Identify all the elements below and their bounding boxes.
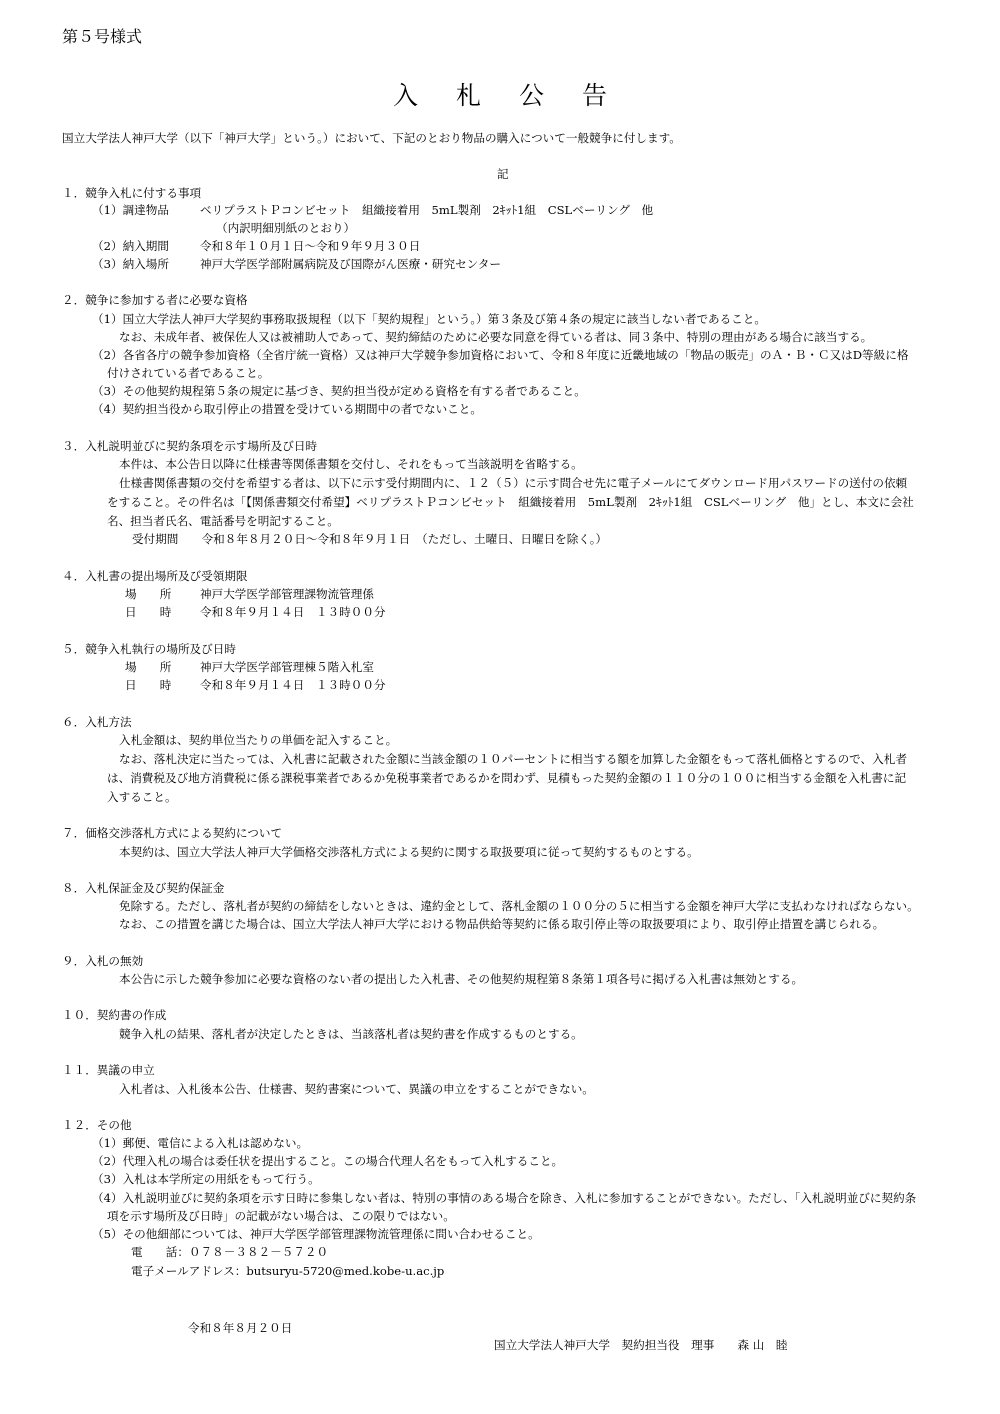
form-number: 第５号様式 <box>62 27 143 46</box>
s1-item3-value: 神戸大学医学部附属病院及び国際がん医療・研究センター <box>200 257 501 271</box>
s6-p2c: 入すること。 <box>107 790 177 804</box>
s10-p1: 競争入札の結果、落札者が決定したときは、当該落札者は契約書を作成するものとする。 <box>119 1027 583 1041</box>
section-11-heading: １１．異議の申立 <box>62 1063 155 1077</box>
s2-p2a: （2）各省各庁の競争参加資格（全省庁統一資格）又は神戸大学競争参加資格において、令和８年度に近畿地域の「物品の販売」のＡ・Ｂ・Ｃ又はD等級に格 <box>92 348 909 362</box>
section-12-heading: １２．その他 <box>62 1118 132 1132</box>
contact-phone: 電 話：０７８－３８２－５７２０ <box>131 1245 329 1259</box>
s1-item2-label: （2）納入期間 <box>92 239 169 253</box>
s12-p3: （3）入札は本学所定の用紙をもって行う。 <box>92 1172 320 1186</box>
s3-p2b: をすること。その件名は「【関係書類交付希望】ベリプラストＰコンビセット 組織接着用 5mL製剤 2ｷｯﾄ1組 CSLベーリング 他」とし、本文に会社 <box>107 495 914 509</box>
section-10-heading: １０．契約書の作成 <box>62 1008 167 1022</box>
ki-marker: 記 <box>497 167 509 181</box>
s2-p2b: 付けされている者であること。 <box>107 366 270 380</box>
s8-p2: なお、この措置を講じた場合は、国立大学法人神戸大学における物品供給等契約に係る取引停止等の取扱要項により、取引停止措置を講じられる。 <box>119 917 885 931</box>
s5-date-label: 日 時 <box>125 678 172 692</box>
intro-text: 国立大学法人神戸大学（以下「神戸大学」という。）において、下記のとおり物品の購入について一般競争に付します。 <box>62 131 681 145</box>
s4-place-value: 神戸大学医学部管理課物流管理係 <box>200 587 374 601</box>
s6-p2b: は、消費税及び地方消費税に係る課税事業者であるか免税事業者であるかを問わず、見積もった契約金額の１１０分の１００に相当する金額を入札書に記 <box>107 771 907 785</box>
s7-p1: 本契約は、国立大学法人神戸大学価格交渉落札方式による契約に関する取扱要項に従って契約するものとする。 <box>119 845 699 859</box>
s4-date-value: 令和８年９月１４日 １３時００分 <box>200 605 386 619</box>
section-2-heading: ２．競争に参加する者に必要な資格 <box>62 293 248 307</box>
s4-date-label: 日 時 <box>125 605 172 619</box>
s9-p1: 本公告に示した競争参加に必要な資格のない者の提出した入札書、その他契約規程第８条第１項各号に掲げる入札書は無効とする。 <box>119 972 804 986</box>
s12-p2: （2）代理入札の場合は委任状を提出すること。この場合代理人名をもって入札すること。 <box>92 1154 564 1168</box>
s3-p3: 受付期間 令和８年８月２０日～令和８年９月１日 （ただし、土曜日、日曜日を除く。） <box>132 532 608 546</box>
s8-p1: 免除する。ただし、落札者が契約の締結をしないときは、違約金として、落札金額の１００分の５に相当する金額を神戸大学に支払わなければならない。 <box>119 899 919 913</box>
section-5-heading: ５．競争入札執行の場所及び日時 <box>62 642 236 656</box>
s1-item1-label: （1）調達物品 <box>92 203 169 217</box>
section-7-heading: ７．価格交渉落札方式による契約について <box>62 826 283 840</box>
s11-p1: 入札者は、入札後本公告、仕様書、契約書案について、異議の申立をすることができない。 <box>119 1082 594 1096</box>
section-8-heading: ８．入札保証金及び契約保証金 <box>62 881 225 895</box>
s6-p1: 入札金額は、契約単位当たりの単価を記入すること。 <box>119 733 398 747</box>
s1-item1-value: ベリプラストＰコンビセット 組織接着用 5mL製剤 2ｷｯﾄ1組 CSLベーリング 他 <box>200 203 654 217</box>
s1-item1-note: （内訳明細別紙のとおり） <box>216 221 356 235</box>
s12-p4a: （4）入札説明並びに契約条項を示す日時に参集しない者は、特別の事情のある場合を除き、入札に参加することができない。ただし、「入札説明並びに契約条 <box>92 1191 917 1205</box>
s1-item3-label: （3）納入場所 <box>92 257 169 271</box>
signature-line: 国立大学法人神戸大学 契約担当役 理事 森 山 睦 <box>494 1338 788 1352</box>
s3-p2c: 名、担当者氏名、電話番号を明記すること。 <box>107 514 339 528</box>
s2-p4: （4）契約担当役から取引停止の措置を受けている期間中の者でないこと。 <box>92 402 482 416</box>
section-6-heading: ６．入札方法 <box>62 715 132 729</box>
s4-place-label: 場 所 <box>125 587 172 601</box>
s2-p1: （1）国立大学法人神戸大学契約事務取扱規程（以下「契約規程」という。）第３条及び第４条の規定に該当しない者であること。 <box>92 312 767 326</box>
section-9-heading: ９．入札の無効 <box>62 954 144 968</box>
section-1-heading: １．競争入札に付する事項 <box>62 186 202 200</box>
s2-p1b: なお、未成年者、被保佐人又は被補助人であって、契約締結のために必要な同意を得ている者は、同３条中、特別の理由がある場合に該当する。 <box>119 330 873 344</box>
s5-date-value: 令和８年９月１４日 １３時００分 <box>200 678 386 692</box>
s3-p1: 本件は、本公告日以降に仕様書等関係書類を交付し、それをもって当該説明を省略する。 <box>119 457 583 471</box>
s5-place-label: 場 所 <box>125 660 172 674</box>
notice-date: 令和８年８月２０日 <box>188 1321 293 1335</box>
page-title: 入札公告 <box>392 81 645 110</box>
section-4-heading: ４．入札書の提出場所及び受領期限 <box>62 569 248 583</box>
s12-p1: （1）郵便、電信による入札は認めない。 <box>92 1136 309 1150</box>
s12-p5: （5）その他細部については、神戸大学医学部管理課物流管理係に問い合わせること。 <box>92 1227 540 1241</box>
contact-email: 電子メールアドレス：butsuryu-5720@med.kobe-u.ac.jp <box>131 1264 445 1278</box>
s1-item2-value: 令和８年１０月１日～令和９年９月３０日 <box>200 239 421 253</box>
s6-p2a: なお、落札決定に当たっては、入札書に記載された金額に当該金額の１０パーセントに相当する額を加算した金額をもって落札価格とするので、入札者 <box>119 752 907 766</box>
s12-p4b: 項を示す場所及び日時」の記載がない場合は、この限りではない。 <box>107 1209 455 1223</box>
s5-place-value: 神戸大学医学部管理棟５階入札室 <box>200 660 374 674</box>
s3-p2a: 仕様書関係書類の交付を希望する者は、以下に示す受付期間内に、１２（５）に示す問合せ先に電子メールにてダウンロード用パスワードの送付の依頼 <box>119 476 908 490</box>
s2-p3: （3）その他契約規程第５条の規定に基づき、契約担当役が定める資格を有する者であること。 <box>92 384 586 398</box>
section-3-heading: ３．入札説明並びに契約条項を示す場所及び日時 <box>62 439 318 453</box>
